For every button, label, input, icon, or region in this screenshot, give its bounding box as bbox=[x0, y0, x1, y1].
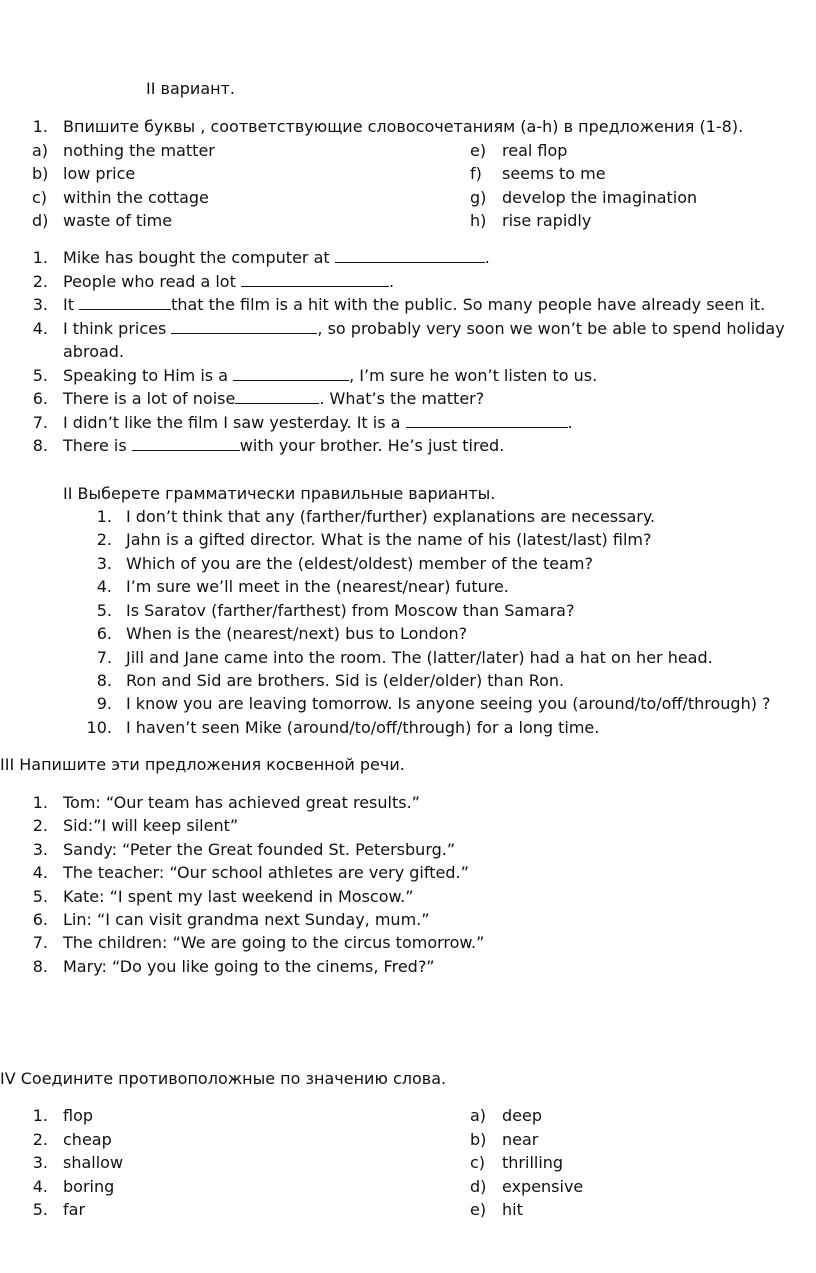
item-letter: e) bbox=[470, 1200, 487, 1219]
item-number: 3. bbox=[96, 554, 112, 573]
sentence-number: 5. bbox=[32, 366, 48, 385]
task1-number: 1. bbox=[32, 117, 48, 136]
option-letter: f) bbox=[470, 164, 482, 183]
item-number: 1. bbox=[32, 793, 48, 812]
option-text: nothing the matter bbox=[63, 141, 215, 160]
item-text: Sid:”I will keep silent” bbox=[63, 816, 239, 835]
sentence: I think prices , so probably very soon we won’t be able to spend holiday bbox=[63, 319, 785, 338]
sentence: People who read a lot . bbox=[63, 272, 395, 291]
sentence-number: 3. bbox=[32, 295, 48, 314]
item-number: 5. bbox=[96, 601, 112, 620]
item-text: near bbox=[502, 1130, 539, 1149]
item-number: 3. bbox=[32, 840, 48, 859]
item-text: flop bbox=[63, 1106, 94, 1125]
item-number: 4. bbox=[96, 577, 112, 596]
item-number: 4. bbox=[32, 1177, 48, 1196]
option-letter: d) bbox=[32, 211, 49, 230]
option-text: waste of time bbox=[63, 211, 173, 230]
item-text: Lin: “I can visit grandma next Sunday, mum.” bbox=[63, 910, 430, 929]
sentence: It that the film is a hit with the public. So many people have already seen it. bbox=[63, 295, 766, 314]
item-number: 4. bbox=[32, 863, 48, 882]
item-letter: a) bbox=[470, 1106, 487, 1125]
item-number: 1. bbox=[32, 1106, 48, 1125]
sentence: There is a lot of noise . What’s the matter? bbox=[63, 389, 485, 408]
option-letter: e) bbox=[470, 141, 487, 160]
option-text: develop the imagination bbox=[502, 188, 698, 207]
task2-title: II Выберете грамматически правильные варианты. bbox=[63, 484, 496, 503]
item-text: Which of you are the (eldest/oldest) member of the team? bbox=[126, 554, 593, 573]
item-text: boring bbox=[63, 1177, 115, 1196]
answer-blank[interactable] bbox=[233, 364, 349, 381]
item-number: 7. bbox=[32, 933, 48, 952]
item-text: thrilling bbox=[502, 1153, 564, 1172]
option-letter: b) bbox=[32, 164, 49, 183]
task3-title: III Напишите эти предложения косвенной речи. bbox=[0, 755, 405, 774]
item-text: far bbox=[63, 1200, 86, 1219]
item-text: expensive bbox=[502, 1177, 584, 1196]
sentence-number: 2. bbox=[32, 272, 48, 291]
item-text: Mary: “Do you like going to the cinems, Fred?” bbox=[63, 957, 435, 976]
option-text: real flop bbox=[502, 141, 568, 160]
item-text: The teacher: “Our school athletes are very gifted.” bbox=[63, 863, 469, 882]
item-number: 1. bbox=[96, 507, 112, 526]
item-number: 6. bbox=[96, 624, 112, 643]
item-text: shallow bbox=[63, 1153, 124, 1172]
item-text: Is Saratov (farther/farthest) from Moscow than Samara? bbox=[126, 601, 575, 620]
sentence: There is with your brother. He’s just tired. bbox=[63, 436, 505, 455]
item-text: cheap bbox=[63, 1130, 112, 1149]
item-text: I don’t think that any (farther/further) explanations are necessary. bbox=[126, 507, 656, 526]
option-text: low price bbox=[63, 164, 136, 183]
item-letter: d) bbox=[470, 1177, 487, 1196]
option-text: seems to me bbox=[502, 164, 606, 183]
item-number: 8. bbox=[96, 671, 112, 690]
answer-blank[interactable] bbox=[235, 387, 319, 404]
option-letter: a) bbox=[32, 141, 49, 160]
item-text: Jahn is a gifted director. What is the name of his (latest/last) film? bbox=[126, 530, 652, 549]
sentence-number: 1. bbox=[32, 248, 48, 267]
item-number: 2. bbox=[96, 530, 112, 549]
task4-title: IV Соедините противоположные по значению слова. bbox=[0, 1069, 447, 1088]
item-text: I know you are leaving tomorrow. Is anyone seeing you (around/to/off/through) ? bbox=[126, 694, 771, 713]
item-number: 10. bbox=[86, 718, 112, 737]
item-text: Ron and Sid are brothers. Sid is (elder/older) than Ron. bbox=[126, 671, 565, 690]
item-text: Jill and Jane came into the room. The (latter/later) had a hat on her head. bbox=[126, 648, 713, 667]
sentence-number: 6. bbox=[32, 389, 48, 408]
item-letter: b) bbox=[470, 1130, 487, 1149]
task1-instruction: Впишите буквы , соответствующие словосочетаниям (a-h) в предложения (1-8). bbox=[63, 117, 744, 136]
item-number: 3. bbox=[32, 1153, 48, 1172]
item-text: Sandy: “Peter the Great founded St. Petersburg.” bbox=[63, 840, 456, 859]
item-number: 2. bbox=[32, 1130, 48, 1149]
sentence: Mike has bought the computer at . bbox=[63, 248, 490, 267]
item-number: 9. bbox=[96, 694, 112, 713]
answer-blank[interactable] bbox=[171, 317, 317, 334]
sentence: Speaking to Him is a , I’m sure he won’t listen to us. bbox=[63, 366, 598, 385]
sentence-number: 7. bbox=[32, 413, 48, 432]
answer-blank[interactable] bbox=[335, 246, 485, 263]
option-text: within the cottage bbox=[63, 188, 209, 207]
answer-blank[interactable] bbox=[132, 434, 240, 451]
option-text: rise rapidly bbox=[502, 211, 592, 230]
item-number: 7. bbox=[96, 648, 112, 667]
answer-blank[interactable] bbox=[79, 293, 171, 310]
item-text: hit bbox=[502, 1200, 523, 1219]
item-number: 2. bbox=[32, 816, 48, 835]
item-number: 5. bbox=[32, 887, 48, 906]
item-text: deep bbox=[502, 1106, 542, 1125]
variant-title: II вариант. bbox=[146, 79, 235, 98]
option-letter: h) bbox=[470, 211, 487, 230]
item-text: I haven’t seen Mike (around/to/off/through) for a long time. bbox=[126, 718, 600, 737]
item-text: Kate: “I spent my last weekend in Moscow.” bbox=[63, 887, 414, 906]
item-number: 6. bbox=[32, 910, 48, 929]
answer-blank[interactable] bbox=[406, 411, 568, 428]
sentence-number: 4. bbox=[32, 319, 48, 338]
sentence-continuation: abroad. bbox=[63, 342, 125, 361]
item-number: 8. bbox=[32, 957, 48, 976]
option-letter: g) bbox=[470, 188, 487, 207]
item-text: When is the (nearest/next) bus to London? bbox=[126, 624, 468, 643]
item-text: Tom: “Our team has achieved great results.” bbox=[63, 793, 420, 812]
answer-blank[interactable] bbox=[241, 270, 389, 287]
item-letter: c) bbox=[470, 1153, 486, 1172]
option-letter: c) bbox=[32, 188, 48, 207]
item-text: The children: “We are going to the circus tomorrow.” bbox=[63, 933, 485, 952]
item-number: 5. bbox=[32, 1200, 48, 1219]
sentence: I didn’t like the film I saw yesterday. It is a . bbox=[63, 413, 573, 432]
sentence-number: 8. bbox=[32, 436, 48, 455]
item-text: I’m sure we’ll meet in the (nearest/near) future. bbox=[126, 577, 509, 596]
